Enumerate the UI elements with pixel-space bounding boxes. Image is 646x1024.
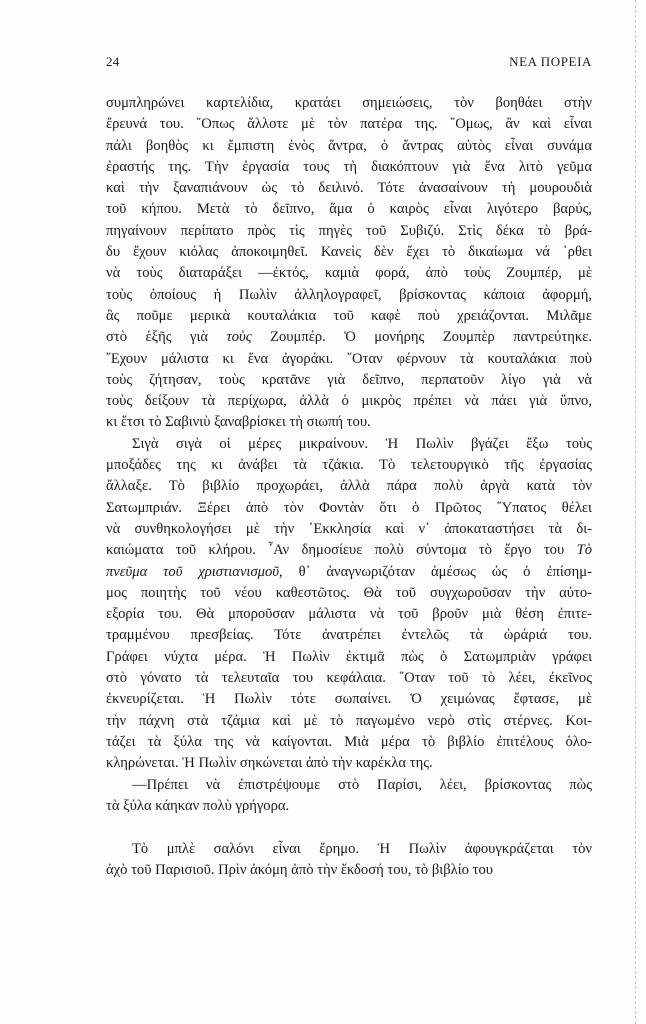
text-line: νὰ τοὺς διαταράξει —ἐκτός, καμιὰ φορά, ἀπὸ τοὺς Ζουμπέρ, μὲ <box>106 265 592 282</box>
page-edge-divider <box>635 0 636 1024</box>
text-line: τοὺς ζήτησαν, τοὺς κρατᾶνε γιὰ δεῖπνο, περπατοῦν λίγο γιὰ νὰ <box>106 371 592 388</box>
text-segment: καιώματα τοῦ κλήρου. ῏Αν δημοσίευε πολὺ σύντομα τὸ ἔργο του <box>106 542 577 559</box>
paragraph <box>106 839 592 882</box>
text-line: κληρώνεται. Ἡ Πωλὶν σηκώνεται ἀπὸ τὴν καρέκλα της. <box>106 755 433 772</box>
text-segment: στὸ ἑξῆς γιὰ <box>106 329 227 346</box>
text-segment: θ᾽ ἀναγνωριζόταν ἀμέσως ὡς ὁ ἐπίσημ- <box>282 563 592 580</box>
body-text <box>106 93 592 881</box>
text-line: ἄλλαξε. Τὸ βιβλίο προχωράει, ἀλλὰ πάρα πολὺ ἀργὰ κατὰ τὸν <box>106 478 592 495</box>
text-line: τοὺς δείξουν τὰ περίχωρα, ἀλλὰ ὁ μικρὸς πρέπει νὰ πάει γιὰ ὕπνο, <box>106 393 592 410</box>
text-line: στὸ γόνατο τὰ τελευταῖα του κεφάλαια. ῞Οταν τοῦ τὸ λέει, ἐκεῖνος <box>106 670 592 687</box>
text-line <box>106 540 592 561</box>
running-title: ΝΕΑ ΠΟΡΕΙΑ <box>509 54 592 69</box>
paragraph <box>106 93 592 434</box>
text-line: νὰ συνθηκολογήσει μὲ τὴν ᾽Εκκλησία καὶ ν᾽ ἀποκαταστήσει τὰ δι- <box>106 520 592 537</box>
text-line: ἐραστής της. Τὴν ἐργασία τους τὴ διακόπτουν γιὰ ἕνα λιτὸ γεῦμα <box>106 158 592 175</box>
text-line <box>106 327 592 348</box>
page-number: 24 <box>106 54 120 69</box>
running-header <box>106 54 592 72</box>
text-line: τοῦ κήπου. Μετὰ τὸ δεῖπνο, ἅμα ὁ καιρὸς εἶναι λιγότερο βαρύς, <box>106 201 592 218</box>
text-line: Σιγὰ σιγὰ οἱ μέρες μικραίνουν. Ἡ Πωλὶν βγάζει ἔξω τοὺς <box>132 435 592 452</box>
text-line: κι ἔτσι τὸ Σαβινιὺ ξαναβρίσκει τὴ σιωπή του. <box>106 414 371 431</box>
text-line: τὴν πάχνη στὰ τζάμια καὶ μὲ τὸ παγωμένο νερὸ στὶς στέρνες. Κοι- <box>106 712 592 729</box>
text-line: καὶ τὴν ξαναπιάνουν ὡς τὸ δειλινό. Τότε ἀνασαίνουν τὴ μουρουδιὰ <box>106 180 592 197</box>
text-line: συμπληρώνει καρτελίδια, κρατάει σημειώσεις, τὸν βοηθάει στὴν <box>106 95 592 111</box>
text-line: ἐκνευρίζεται. Ἡ Πωλὶν τότε σωπαίνει. Ὁ χειμώνας ἔφτασε, μὲ <box>106 691 592 708</box>
text-line: —Πρέπει νὰ ἐπιστρέψουμε στὸ Παρίσι, λέει, βρίσκοντας πὼς <box>132 776 592 793</box>
paragraph <box>106 775 592 818</box>
text-line: ἀχὸ τοῦ Παρισιοῦ. Πρὶν ἀκόμη ἀπὸ τὴν ἔκδοσή του, τὸ βιβλίο του <box>106 861 493 878</box>
italic-text: πνεῦμα τοῦ χριστιανισμοῦ, <box>106 563 283 580</box>
text-line <box>106 562 592 583</box>
text-line: τάζει τὰ ξύλα της νὰ καίγονται. Μιὰ μέρα τὸ βιβλίο ἐπιτέλους ὁλο- <box>106 733 592 750</box>
italic-text: τοὺς <box>226 329 252 346</box>
paragraph <box>106 434 592 775</box>
text-line: τραμμένου πρεσβείας. Τότε ἀνατρέπει ἐντελῶς τὰ ὡράριά του. <box>106 627 592 644</box>
text-line: Γράφει νύχτα μέρα. Ἡ Πωλὶν ἐκτιμᾶ πὼς ὁ Σατωμπριὰν γράφει <box>106 648 592 665</box>
text-line: ῎Εχουν μάλιστα κι ἕνα ἀγοράκι. ῞Οταν φέρνουν τὰ κουταλάκια ποὺ <box>106 350 592 367</box>
text-line: πάλι βοηθὸς κι ἔμπιστη ἑνὸς ἄντρα, ὁ ἄντρας αὐτὸς εἶναι συνάμα <box>106 137 592 154</box>
text-line: ἔρευνά του. ῞Οπως ἄλλοτε μὲ τὸν πατέρα της. ῞Ομως, ἂν καὶ εἶναι <box>106 116 592 133</box>
text-line: μποξάδες της κι ἀνάβει τὰ τζάκια. Τὸ τελετουργικὸ τῆς ἐργασίας <box>106 457 592 474</box>
italic-text: Τὸ <box>576 542 592 559</box>
text-line: μος ποιητὴς τοῦ νέου καθεστῶτος. Θὰ τοῦ συγχωροῦσαν τὴν αὐτο- <box>106 584 592 601</box>
text-line: τοὺς ὁποίους ἡ Πωλὶν ἀλληλογραφεῖ, βρίσκοντας κάποια ἀφορμή, <box>106 286 592 303</box>
text-line: πηγαίνουν περίπατο πρὸς τὶς πηγὲς τοῦ Συβιζύ. Στὶς δέκα τὸ βρά- <box>106 222 592 239</box>
text-segment: Ζουμπέρ. Ὁ μονήρης Ζουμπὲρ παντρεύτηκε. <box>251 329 592 346</box>
text-line: ἂς ποῦμε μερικὰ κουταλάκια τοῦ καφὲ ποὺ χρειάζονται. Μιλᾶμε <box>106 307 592 324</box>
text-line: εξορία του. Θὰ μποροῦσαν μάλιστα νὰ τοῦ βροῦν μιὰ θέση ἐπιτε- <box>106 606 592 623</box>
text-line: τὰ ξύλα κάηκαν πολὺ γρήγορα. <box>106 797 290 814</box>
text-line: Τὸ μπλὲ σαλόνι εἶναι ἔρημο. Ἡ Πωλὶν ἀφουγκράζεται τὸν <box>132 840 592 857</box>
text-line: Σατωμπριάν. Ξέρει ἀπὸ τὸν Φοντὰν ὅτι ὁ Πρῶτος ῞Υπατος θέλει <box>106 499 592 516</box>
text-line: δυ ἔχουν κιόλας ἀποκοιμηθεῖ. Κανεὶς δὲν ἔχει τὸ δικαίωμα νά ᾽ρθει <box>106 244 592 261</box>
